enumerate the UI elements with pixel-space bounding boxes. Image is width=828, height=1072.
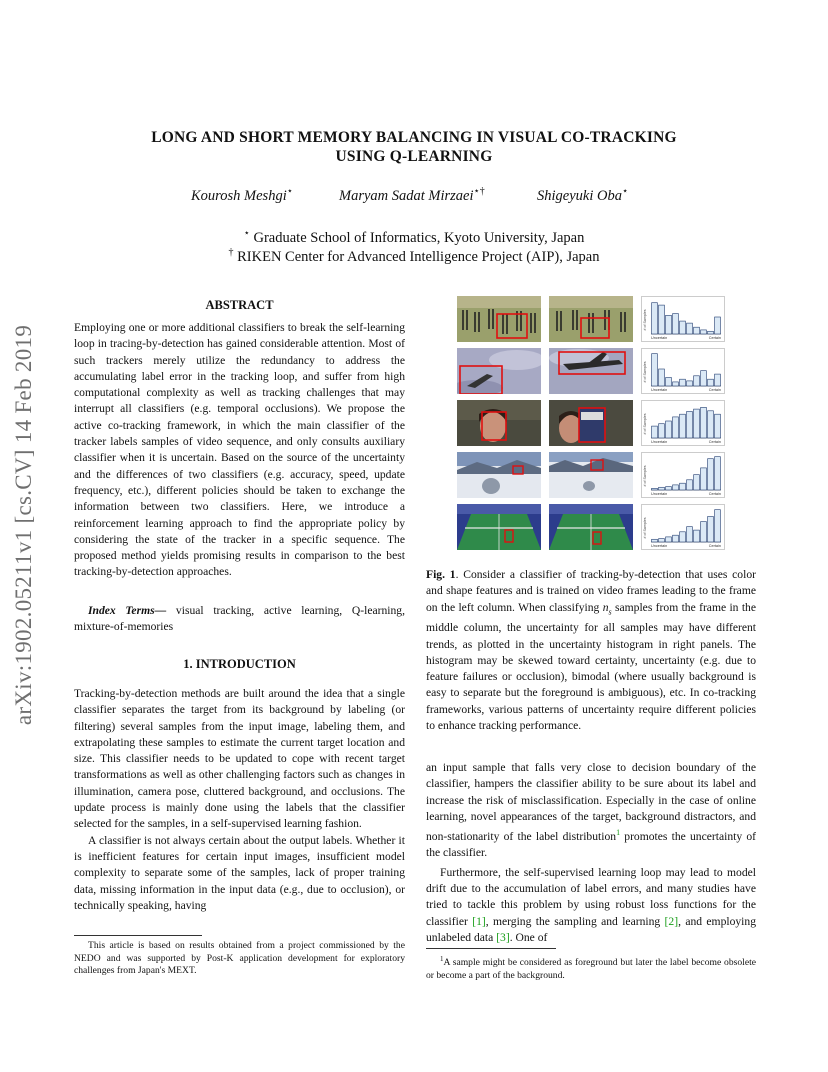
histogram-bar — [680, 414, 686, 438]
index-terms-text: visual tracking, active learning, Q-learning, mixture-of-memories — [74, 604, 406, 634]
index-terms — [74, 603, 405, 636]
histogram-label-certain: Certain — [708, 544, 721, 548]
author-3 — [537, 186, 628, 205]
histogram-label-certain: Certain — [708, 336, 721, 340]
histogram-bar — [708, 331, 714, 334]
histogram-bar — [715, 414, 721, 438]
frame-left-badminton — [457, 504, 541, 550]
histogram-bar — [715, 317, 721, 334]
author-1 — [191, 186, 293, 205]
histogram-bar — [701, 371, 707, 386]
histogram-label-certain: Certain — [708, 492, 721, 496]
caption-label: Fig. 1 — [426, 568, 456, 581]
right-paragraph-2 — [426, 865, 756, 946]
frame-left-airplane — [457, 348, 541, 394]
footnote-left-text: This article is based on results obtained from a project commissioned by the NEDO and was supported by Post-K application development for exploratory challenges from Japan's MEXT. — [74, 940, 405, 976]
histogram-bar — [680, 532, 686, 542]
histogram-bar — [659, 424, 665, 438]
histogram-bar — [708, 517, 714, 543]
arxiv-identifier — [6, 285, 42, 765]
histogram-svg — [641, 504, 725, 550]
title-line-2: USING Q-LEARNING — [335, 148, 493, 165]
histogram-bar — [659, 369, 665, 386]
intro-paragraph-2: A classifier is not always certain about the output labels. Whether it is inefficient features for certain input images, insufficient model complexity to separate some of the samples, lack of proper training data, missing information in the input data (e.g., due to occlusion), or technically speaking, having — [74, 833, 405, 912]
histogram-svg — [641, 296, 725, 342]
abstract-text: Employing one or more additional classifiers to break the self-learning loop in tracing-by-detection has gained considerable attention. Most of such trackers merely utilize the redundancy to address the accumulating label error in the tracking loop, and suffer from high computational complexity as well as tracking challenges that may interrupt all classifiers (e.g. temporal occlusions). We propose the active co-tracking framework, in which the main classifier of the tracker labels samples of video sequence, and only consults auxiliary classifier when it is uncertain. Based on the source of the uncertainty and the differences of two classifiers (e.g. accuracy, speed, update frequency, etc.), different policies should be taken to exchange the information between two classifiers. Here, we introduce a reinforcement learning approach to find the appropriate policy by considering the state of the tracker in a specific sequence. The proposed method yields promising results in comparison to the best tracking-by-detection approaches. — [74, 321, 405, 579]
author-3-mark: ⋆ — [621, 186, 629, 197]
histogram-ylabel: # of Samples — [643, 361, 647, 383]
histogram-bar — [694, 475, 700, 490]
histogram-bar — [680, 379, 686, 386]
histogram-bar — [666, 315, 672, 334]
histogram-bar — [715, 374, 721, 386]
histogram-bar — [708, 459, 714, 490]
right-column-body — [426, 760, 756, 946]
histogram-bar — [673, 314, 679, 334]
author-1-mark: ⋆ — [286, 186, 293, 197]
histogram-bar — [687, 527, 693, 542]
author-1-name: Kourosh Meshgi — [191, 187, 287, 204]
caption-ns-base: n — [602, 600, 609, 614]
frame-middle-snow — [549, 452, 633, 498]
histogram-svg — [641, 452, 725, 498]
affiliation-2 — [100, 243, 728, 267]
histogram-ylabel: # of Samples — [643, 309, 647, 331]
author-3-name: Shigeyuki Oba — [537, 187, 622, 204]
histogram-bar — [652, 426, 658, 438]
histogram-bar — [708, 411, 714, 438]
author-2-mark: ⋆† — [473, 186, 485, 197]
histogram-bar — [701, 522, 707, 542]
frame-left-snow — [457, 452, 541, 498]
arxiv-identifier-text: arXiv:1902.05211v1 [cs.CV] 14 Feb 2019 — [11, 324, 36, 726]
histogram-bar — [687, 411, 693, 438]
histogram-label-uncertain: Uncertain — [651, 388, 668, 392]
affiliation-2-mark: † — [228, 247, 234, 258]
footnote-rule-left — [74, 935, 202, 936]
right-paragraph-1 — [426, 760, 756, 862]
frame-middle-person — [549, 400, 633, 446]
histogram-bar — [715, 457, 721, 490]
histogram-svg — [641, 348, 725, 394]
histogram-bar — [694, 530, 700, 542]
histogram-bar — [666, 487, 672, 490]
right-paragraph-2-text-b: , merging the sampling and learning — [485, 914, 665, 928]
caption-text-1: . Consider a classifier of tracking-by-detection that uses color and shape features and is trained on video frames leading to the frame on the left column. When classifying — [426, 568, 756, 614]
histogram-bar — [673, 485, 679, 490]
frame-middle-badminton — [549, 504, 633, 550]
histogram-bar — [666, 378, 672, 387]
histogram-bar — [652, 354, 658, 386]
histogram-label-uncertain: Uncertain — [651, 544, 668, 548]
histogram-ylabel: # of Samples — [643, 517, 647, 539]
figure-1-caption — [426, 567, 756, 734]
histogram-bar — [687, 323, 693, 334]
histogram-bar — [666, 421, 672, 438]
frame-middle-airplane — [549, 348, 633, 394]
histogram-bar — [687, 480, 693, 490]
intro-paragraph-1: Tracking-by-detection methods are built around the idea that a single classifier separates the target from its background by labeling (or filtering) several samples from the input image, labeling them, and extrapolating these samples to estimate the current target location and size. This classifier needs to be updated to cope with recent target transformations as well as other challenging factors such as changes in illumination, camera pose, cluttered background, and occlusions. The update process is mainly done using the labels that the classifier selected for the samples, in a self-supervised learning fashion. — [74, 687, 405, 831]
caption-ns — [603, 601, 612, 614]
title-line-1: LONG AND SHORT MEMORY BALANCING IN VISUAL CO-TRACKING — [151, 129, 677, 146]
histogram-label-uncertain: Uncertain — [651, 336, 668, 340]
citation-1-link[interactable]: [1] — [472, 914, 486, 928]
paper-title — [100, 128, 728, 166]
uncertainty-histogram — [641, 400, 725, 446]
histogram-bar — [673, 535, 679, 542]
footnote-rule-right — [426, 948, 556, 949]
histogram-label-certain: Certain — [708, 440, 721, 444]
footnote-right-text: A sample might be considered as foreground but later the label become obsolete or become a part of the background. — [426, 957, 756, 981]
author-2-name: Maryam Sadat Mirzaei — [339, 187, 474, 204]
histogram-bar — [687, 381, 693, 386]
histogram-bar — [659, 305, 665, 334]
uncertainty-histogram — [641, 452, 725, 498]
introduction-heading: 1. INTRODUCTION — [183, 657, 296, 671]
histogram-bar — [680, 483, 686, 490]
right-paragraph-2-text-c: , and employing unlabeled data — [426, 914, 756, 944]
caption-ns-sub: s — [608, 606, 612, 616]
histogram-bar — [652, 539, 658, 542]
histogram-bar — [673, 382, 679, 386]
histogram-bar — [701, 330, 707, 334]
abstract-heading: ABSTRACT — [205, 298, 274, 312]
histogram-bar — [652, 303, 658, 334]
histogram-ylabel: # of Samples — [643, 413, 647, 435]
histogram-label-certain: Certain — [708, 388, 721, 392]
right-paragraph-1-text-b: promotes the uncertainty of the classifier. — [426, 830, 757, 860]
index-terms-label: Index Terms— — [88, 604, 167, 617]
affiliation-1-mark: ⋆ — [243, 228, 250, 239]
affiliation-1-text: Graduate School of Informatics, Kyoto University, Japan — [249, 229, 585, 246]
introduction-body — [74, 686, 405, 914]
figure-1 — [457, 296, 725, 550]
histogram-ylabel: # of Samples — [643, 465, 647, 487]
histogram-bar — [694, 376, 700, 386]
affiliation-2-text: RIKEN Center for Advanced Intelligence Project (AIP), Japan — [233, 248, 600, 265]
caption-text-2: samples from the frame in the middle column, the uncertainty for all samples may have different trends, as plotted in the uncertainty histogram in right panels. The histogram may be skewed toward certainty, uncertainty (e.g. due to feature failures or occlusion), bimodal (where usually background is easy to separate but the foreground is ambiguous), etc. In co-tracking frameworks, various patterns of uncertainty require different policies to enhance tracking performance. — [426, 600, 756, 732]
frame-middle-zebras — [549, 296, 633, 342]
uncertainty-histogram — [641, 348, 725, 394]
right-paragraph-2-text-a: Furthermore, the self-supervised learning loop may lead to model drift due to the accumulation of label errors, and many studies have tried to tackle this problem by using robust loss functions for the classifier — [426, 865, 756, 928]
histogram-bar — [715, 510, 721, 542]
frame-left-zebras — [457, 296, 541, 342]
footnote-right-mark: 1 — [440, 955, 444, 963]
histogram-bar — [708, 379, 714, 386]
histogram-svg — [641, 400, 725, 446]
histogram-bar — [694, 409, 700, 438]
histogram-bar — [701, 468, 707, 490]
histogram-bar — [659, 487, 665, 490]
footnote-1-link[interactable]: 1 — [616, 828, 621, 838]
histogram-bar — [680, 321, 686, 334]
citation-3-link[interactable]: [3] — [496, 930, 510, 944]
histogram-label-uncertain: Uncertain — [651, 492, 668, 496]
uncertainty-histogram — [641, 296, 725, 342]
abstract-body — [74, 320, 405, 581]
footnote-right — [426, 953, 756, 982]
right-paragraph-1-text-a: an input sample that falls very close to decision boundary of the classifier, hampers the classifier ability to be sure about its label and increase the risk of misclassification. Especially in the case of online learning, novel appearances of the target, background distractors, and non-stationarity of the label distribution — [426, 761, 756, 844]
histogram-bar — [659, 539, 665, 542]
histogram-bar — [694, 327, 700, 334]
histogram-bar — [701, 407, 707, 438]
right-paragraph-2-text-d: . One of — [509, 930, 548, 944]
histogram-bar — [673, 417, 679, 438]
uncertainty-histogram — [641, 504, 725, 550]
frame-left-person — [457, 400, 541, 446]
citation-2-link[interactable]: [2] — [664, 914, 679, 928]
footnote-left — [74, 940, 405, 978]
author-2 — [339, 186, 485, 205]
histogram-label-uncertain: Uncertain — [651, 440, 668, 444]
histogram-bar — [652, 488, 658, 490]
histogram-bar — [666, 537, 672, 542]
